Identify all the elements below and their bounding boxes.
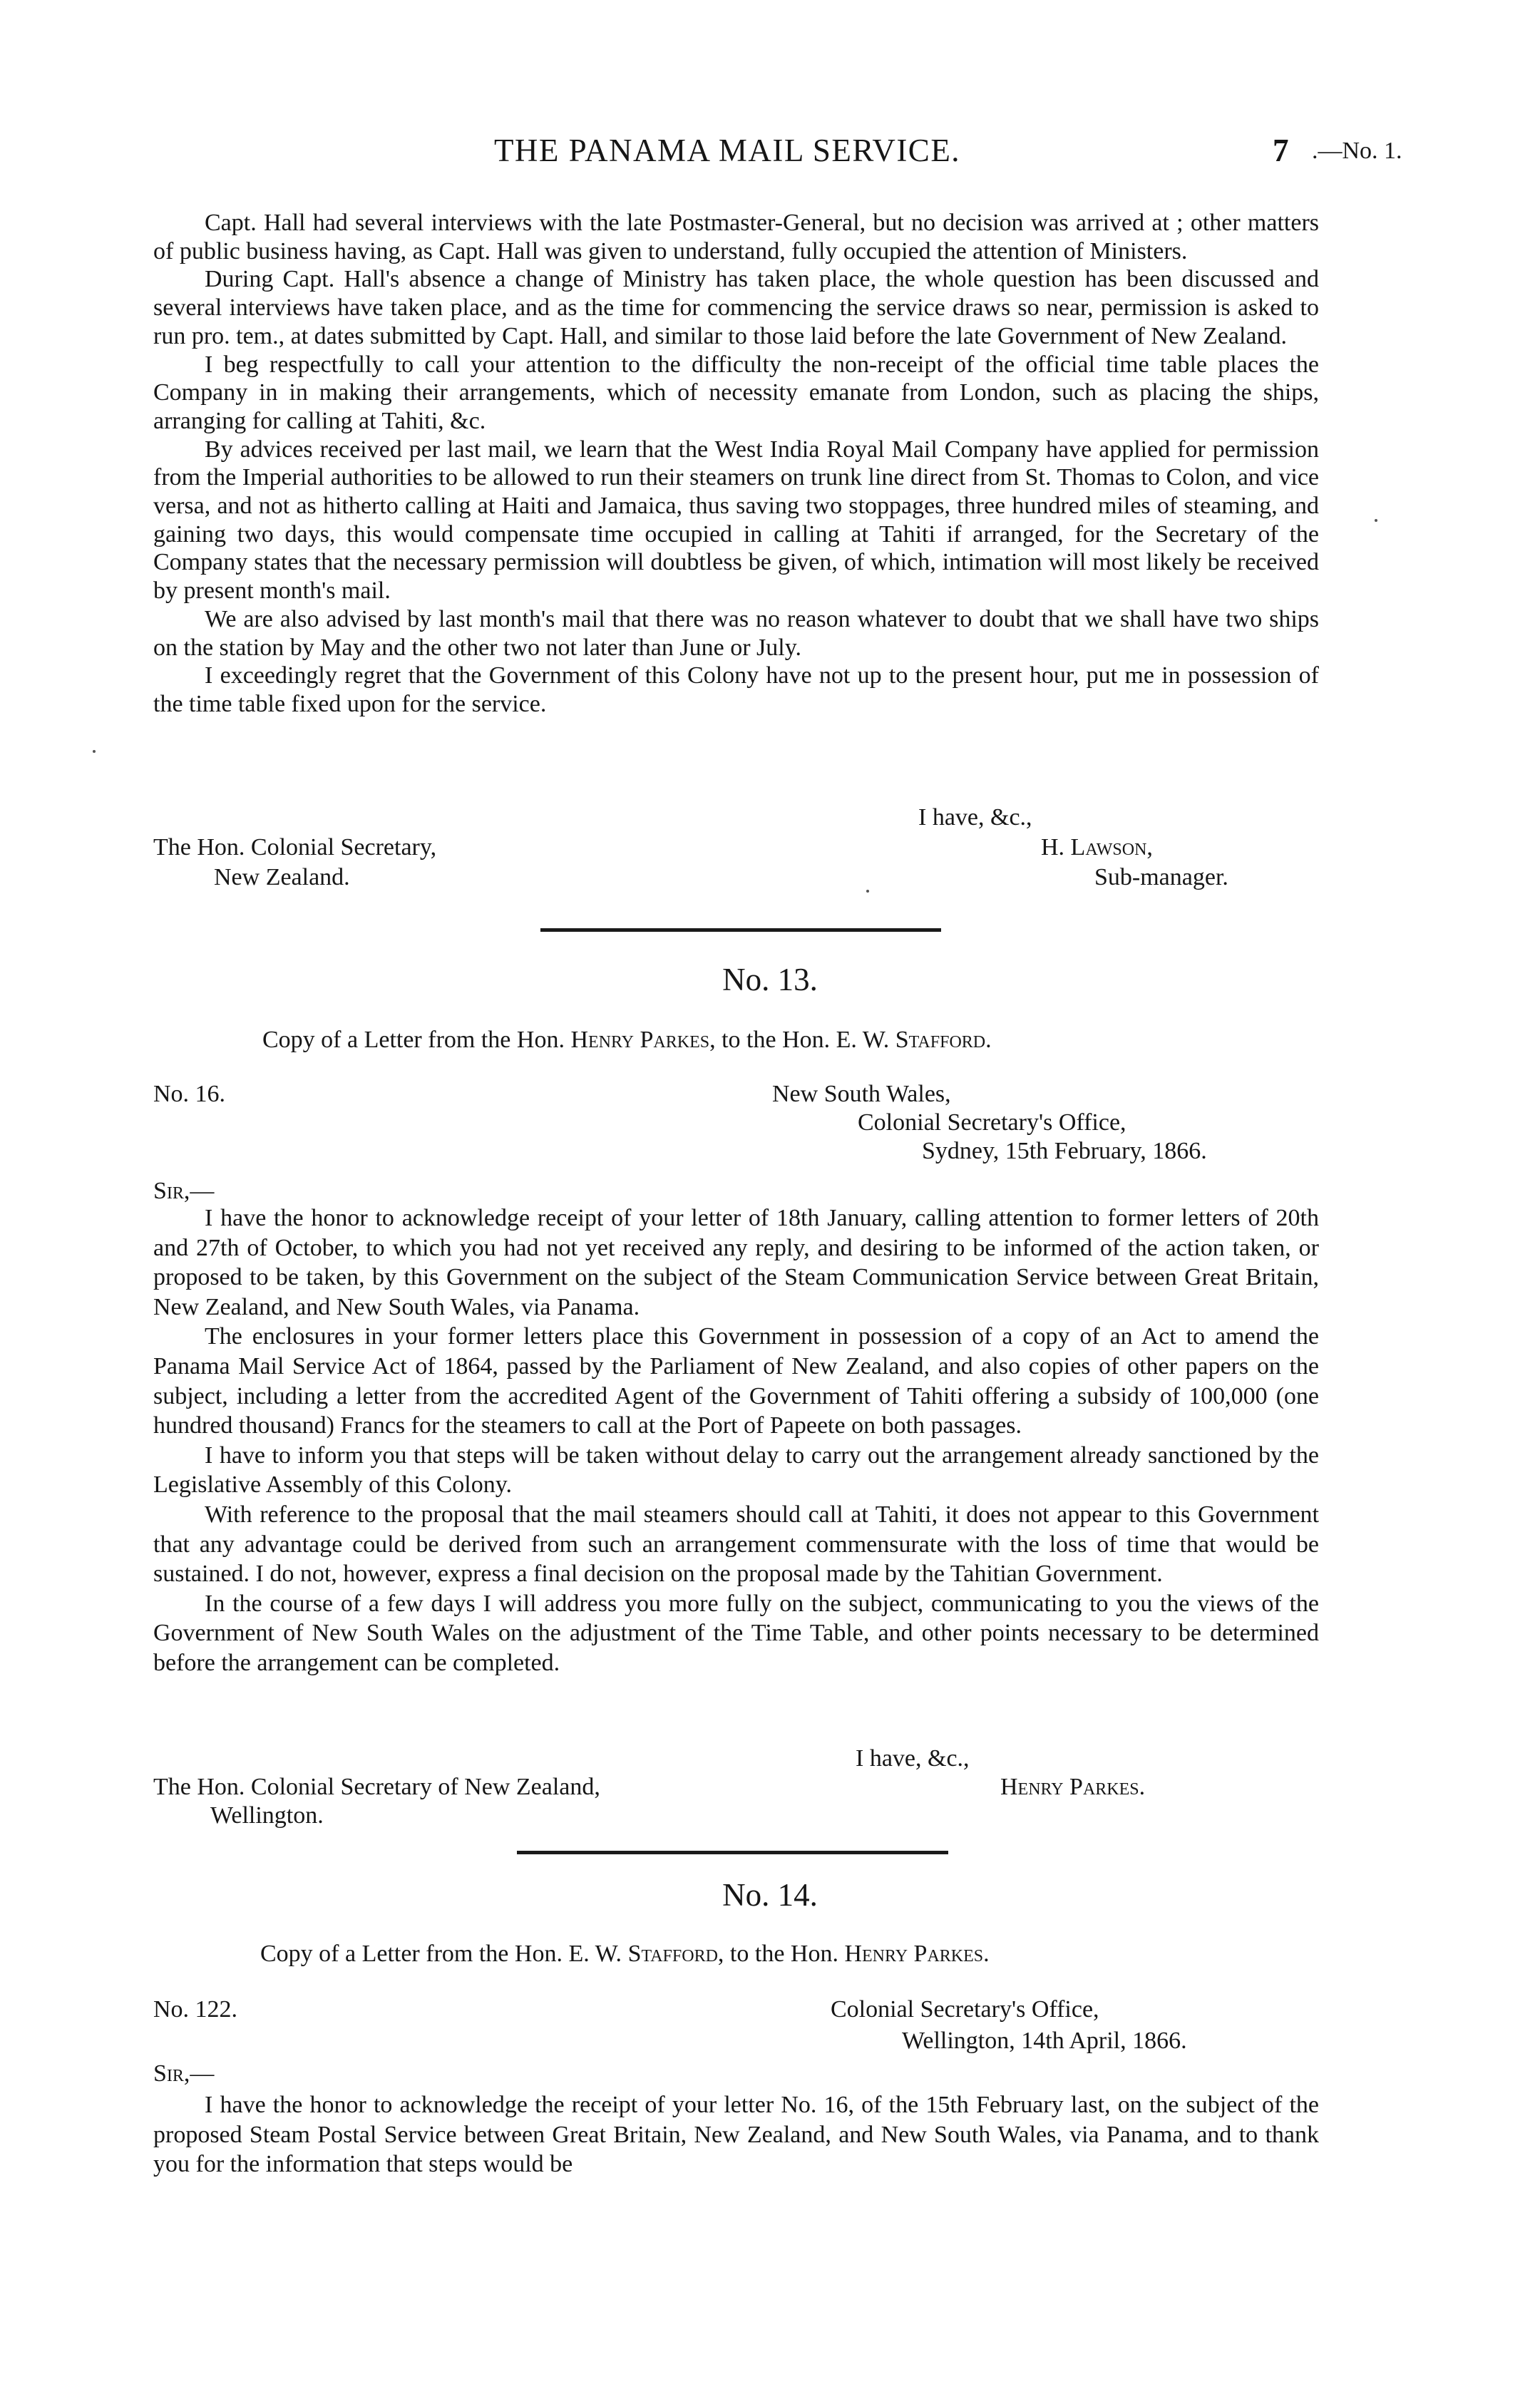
paragraph: I exceedingly regret that the Government of this Colony have not up to the present hour, put me in possession of the time table fixed upon for the service.	[153, 662, 1319, 717]
letter13-address-line2: Colonial Secretary's Office,	[858, 1109, 1126, 1136]
letter14-salutation	[153, 2060, 214, 2087]
letter13-caption	[262, 1027, 992, 1054]
letter14-address-line2: Wellington, 14th April, 1866.	[902, 2028, 1187, 2054]
caption-prefix: Copy of a Letter from the Hon. E. W.	[260, 1941, 622, 1967]
paragraph: During Capt. Hall's absence a change of Ministry has taken place, the whole question has been discussed and several interviews have taken place, and as the time for commencing the service draws so near, permission is asked to run pro. tem., at dates submitted by Capt. Hall, and similar to those laid before the late Government of New Zealand.	[153, 266, 1319, 349]
section-heading-no14: No. 14.	[722, 1877, 818, 1913]
caption-recipient: Stafford.	[895, 1027, 992, 1053]
caption-mid: to the Hon.	[729, 1941, 838, 1967]
salutation-text: Sir,—	[153, 2060, 215, 2087]
paragraph: I beg respectfully to call your attention to the difficulty the non-receipt of the official time table places the Company in in making their arrangements, which of necessity emanate from London, such as placing the ships, arranging for calling at Tahiti, &c.	[153, 351, 1319, 434]
paragraph: I have the honor to acknowledge receipt of your letter of 18th January, calling attention to former letters of 20th and 27th of October, to which you had not yet received any reply, and desiring to be informed of the action taken, or proposed to be taken, by this Government on the subject of the Steam Communication Service between Great Britain, New Zealand, and New South Wales, via Panama.	[153, 1205, 1319, 1320]
caption-sender: Henry Parkes,	[570, 1027, 716, 1053]
letter14-caption	[260, 1941, 990, 1968]
page-number: 7	[1273, 133, 1289, 168]
letter14-ref-number: No. 122.	[153, 1996, 238, 2023]
paragraph: By advices received per last mail, we learn that the West India Royal Mail Company have applied for permission from the Imperial authorities to be allowed to run their steamers on trunk line direct from St. Thomas to Colon, and vice versa, and not as hitherto calling at Haiti and Jamaica, thus saving two stoppages, three hundred miles of steaming, and gaining two days, this would compensate time occupied in calling at Tahiti if arranged, for the Secretary of the Company states that the necessary permission will doubtless be given, of which, intimation will most likely be received by present month's mail.	[153, 436, 1319, 605]
letter13-body	[153, 1203, 1319, 1678]
salutation-text: Sir,—	[153, 1178, 215, 1204]
letter13-addressee-line1: The Hon. Colonial Secretary of New Zealand,	[153, 1774, 600, 1800]
letter13-signature-text: Henry Parkes.	[1000, 1774, 1146, 1800]
paragraph: We are also advised by last month's mail that there was no reason whatever to doubt that we shall have two ships on the station by May and the other two not later than June or July.	[153, 605, 1319, 661]
letter12-addressee-line1: The Hon. Colonial Secretary,	[153, 834, 437, 860]
letter13-closing: I have, &c.,	[856, 1745, 970, 1772]
letter13-address-line1: New South Wales,	[772, 1081, 951, 1107]
page-title: THE PANAMA MAIL SERVICE.	[493, 133, 961, 168]
paragraph: In the course of a few days I will address you more fully on the subject, communicating to you the views of the Government of New South Wales on the adjustment of the Time Table, and other points necessary to be determined before the arrangement can be completed.	[153, 1590, 1319, 1676]
section-divider	[540, 928, 941, 932]
letter12-signature-title: Sub-manager.	[1094, 864, 1228, 890]
letter12-signature	[1041, 834, 1153, 861]
letter13-signature	[1000, 1774, 1145, 1801]
print-speck	[866, 890, 869, 893]
caption-recipient: Henry Parkes.	[844, 1941, 990, 1967]
caption-prefix: Copy of a Letter from the Hon.	[262, 1027, 565, 1053]
letter13-salutation	[153, 1178, 214, 1205]
print-speck	[93, 750, 96, 753]
letter12-addressee-line2: New Zealand.	[214, 864, 350, 890]
document-reference: .—No. 1.	[1312, 138, 1402, 164]
letter13-address-line3: Sydney, 15th February, 1866.	[922, 1138, 1207, 1164]
letter14-body	[153, 2090, 1319, 2179]
letter13-addressee-line2: Wellington.	[210, 1802, 324, 1829]
paragraph: The enclosures in your former letters place this Government in possession of a copy of an Act to amend the Panama Mail Service Act of 1864, passed by the Parliament of New Zealand, and also copies of other papers on the subject, including a letter from the accredited Agent of the Government of Tahiti offering a subsidy of 100,000 (one hundred thousand) Francs for the steamers to call at the Port of Papeete on both passages.	[153, 1323, 1319, 1439]
paragraph: I have to inform you that steps will be taken without delay to carry out the arrangement already sanctioned by the Legislative Assembly of this Colony.	[153, 1442, 1319, 1499]
letter13-ref-number: No. 16.	[153, 1081, 226, 1107]
print-speck	[1375, 519, 1377, 522]
paragraph: I have the honor to acknowledge the receipt of your letter No. 16, of the 15th February last, on the subject of the proposed Steam Postal Service between Great Britain, New Zealand, and New South Wales, via Panama, and to thank you for the information that steps would be	[153, 2092, 1319, 2178]
paragraph: With reference to the proposal that the mail steamers should call at Tahiti, it does not appear to this Government that any advantage could be derived from such an arrangement commensurate with the loss of time that would be sustained. I do not, however, express a final decision on the proposal made by the Tahitian Government.	[153, 1501, 1319, 1588]
section-divider	[517, 1851, 948, 1854]
caption-sender: Stafford,	[627, 1941, 724, 1967]
letter14-address-line1: Colonial Secretary's Office,	[831, 1996, 1099, 2023]
letter12-signature-text: H. Lawson,	[1041, 834, 1153, 860]
section-heading-no13: No. 13.	[722, 962, 818, 997]
letter12-closing: I have, &c.,	[918, 804, 1032, 831]
paragraph: Capt. Hall had several interviews with the late Postmaster-General, but no decision was arrived at ; other matters of public business having, as Capt. Hall was given to understand, fully occupied the attention of Ministers.	[153, 210, 1319, 264]
letter12-body	[153, 209, 1319, 719]
caption-mid: to the Hon. E. W.	[722, 1027, 890, 1053]
